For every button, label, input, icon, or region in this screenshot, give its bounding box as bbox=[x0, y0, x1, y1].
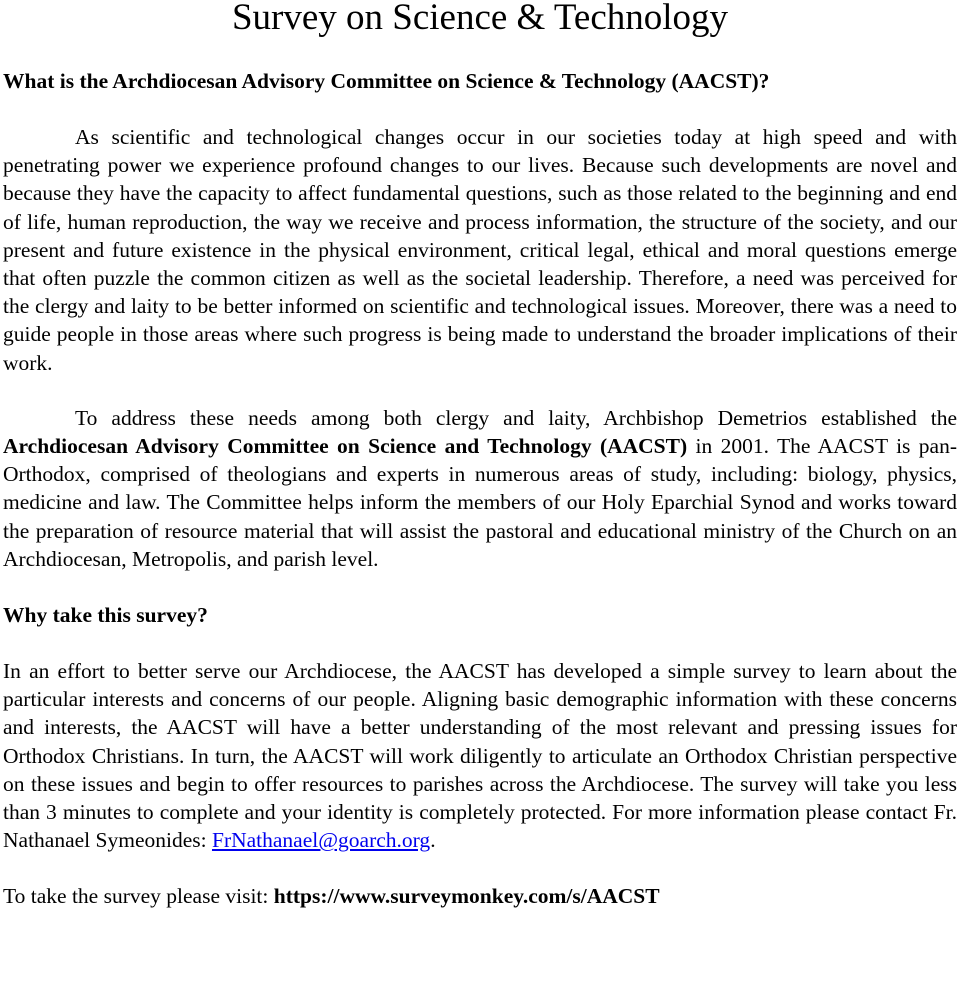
spacer bbox=[3, 42, 957, 67]
paragraph-establishment-text-1: To address these needs among both clergy and laity, Archbishop Demetrios established the bbox=[75, 405, 957, 430]
committee-name: Archdiocesan Advisory Committee on Science and Technology (AACST) bbox=[3, 434, 688, 459]
spacer bbox=[3, 95, 957, 123]
paragraph-survey-purpose-end: . bbox=[430, 828, 436, 853]
spacer bbox=[3, 629, 957, 657]
document-page bbox=[3, 0, 957, 911]
paragraph-establishment bbox=[3, 404, 957, 573]
paragraph-establishment-text-2: in 2001. The AACST is pan-Orthodox, comprised of theologians and experts in numerous areas of study, including: biology, physics, medicine and law. The Committee helps inform the members of our Holy Eparchial Synod and works toward the preparation of resource material that will assist the pastoral and educational ministry of the Church on an Archdiocesan, Metropolis, and parish level. bbox=[3, 434, 957, 571]
email-link[interactable]: FrNathanael@goarch.org bbox=[211, 828, 431, 853]
spacer bbox=[3, 573, 957, 601]
paragraph-intro: As scientific and technological changes occur in our societies today at high speed and with penetrating power we experience profound changes to our lives. Because such developments are novel and because they have the capacity to affect fundamental questions, such as those related to the beginning and end of life, human reproduction, the way we receive and process information, the structure of the society, and our present and future existence in the physical environment, critical legal, ethical and moral questions emerge that often puzzle the common citizen as well as the societal leadership. Therefore, a need was perceived for the clergy and laity to be better informed on scientific and technological issues. Moreover, there was a need to guide people in those areas where such progress is being made to understand the broader implications of their work. bbox=[3, 125, 957, 375]
paragraph-survey-purpose-text: In an effort to better serve our Archdiocese, the AACST has developed a simple survey to learn about the particular interests and concerns of our people. Aligning basic demographic information with these concerns and interests, the AACST will have a better understanding of the most relevant and pressing issues for Orthodox Christians. In turn, the AACST will work diligently to articulate an Orthodox Christian perspective on these issues and begin to offer resources to parishes across the Archdiocese. The survey will take you less than 3 minutes to complete and your identity is completely protected. For more information please contact Fr. Nathanael Symeonides: bbox=[3, 659, 957, 853]
survey-link-prefix: To take the survey please visit: bbox=[3, 884, 274, 909]
section-heading-why: Why take this survey? bbox=[3, 603, 208, 628]
paragraph-survey-purpose bbox=[3, 657, 957, 854]
survey-link-line bbox=[3, 882, 957, 910]
section-heading-aacst: What is the Archdiocesan Advisory Committee on Science & Technology (AACST)? bbox=[3, 69, 770, 93]
survey-url[interactable]: https://www.surveymonkey.com/s/AACST bbox=[273, 884, 660, 909]
document-title: Survey on Science & Technology bbox=[231, 0, 729, 38]
spacer bbox=[3, 854, 957, 882]
spacer bbox=[3, 377, 957, 404]
